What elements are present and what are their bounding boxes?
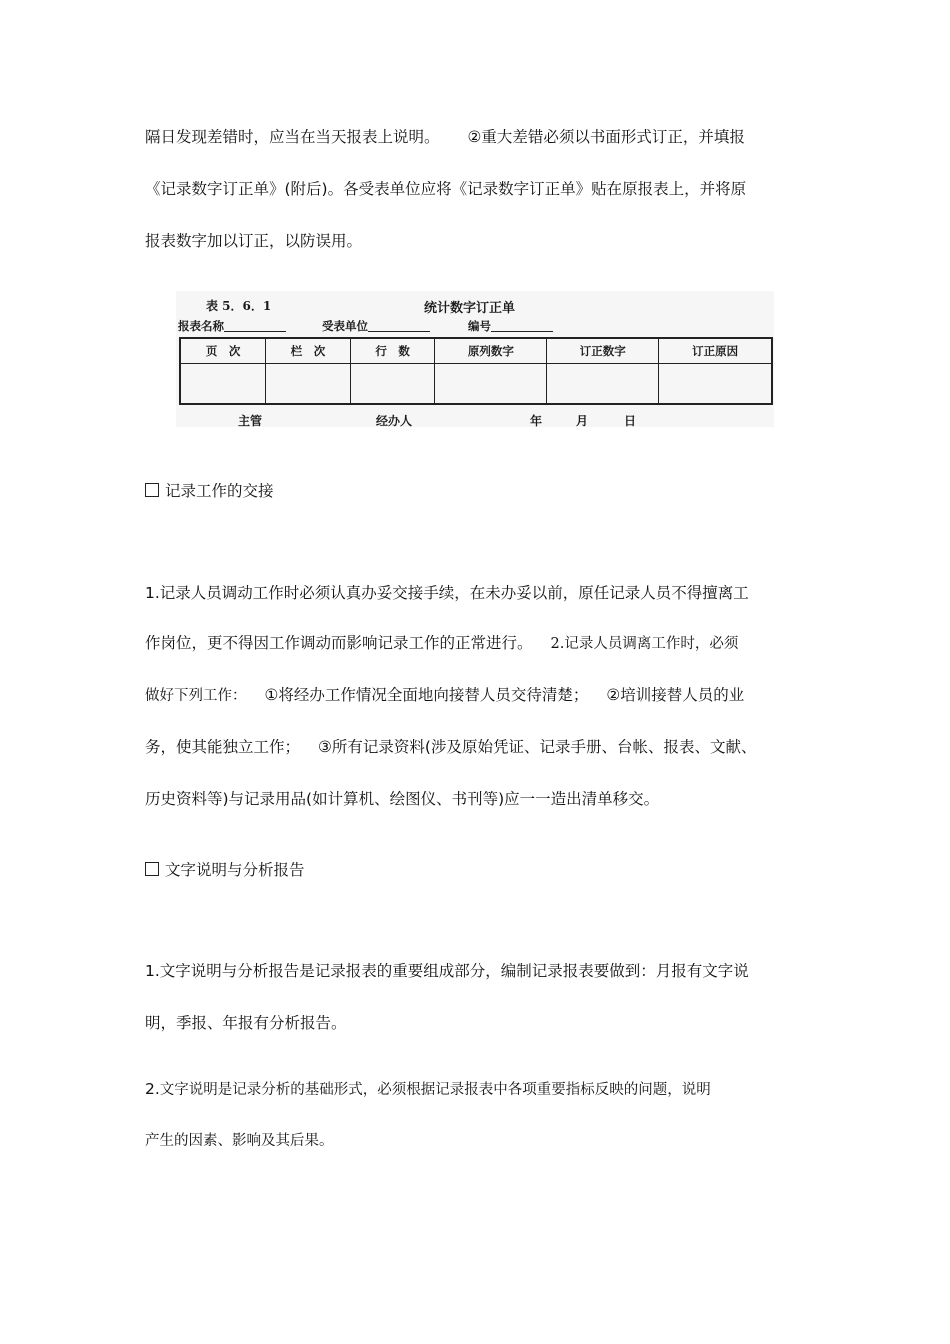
checkbox-icon [145, 483, 159, 497]
paragraph-line: 历史资料等)与记录用品(如计算机、绘图仪、书刊等)应一一造出清单移交。 [145, 790, 660, 808]
text: 隔日发现差错时，应当在当天报表上说明。 [145, 128, 440, 146]
table-cell [659, 364, 772, 405]
year-label: 年 [530, 414, 543, 428]
table-cell [547, 364, 659, 405]
paragraph-line: 明，季报、年报有分析报告。 [145, 1014, 347, 1032]
paragraph-line: 做好下列工作： ①将经办工作情况全面地向接替人员交待清楚； ②培训接替人员的业 [145, 686, 745, 704]
handler-label: 经办人 [376, 414, 413, 428]
paragraph-line: 务，使其能独立工作； ③所有记录资料(涉及原始凭证、记录手册、台帐、报表、文献、 [145, 738, 757, 756]
paragraph-line: 1.文字说明与分析报告是记录报表的重要组成部分，编制记录报表要做到：月报有文字说 [145, 962, 749, 980]
header-reason: 订正原因 [659, 338, 772, 364]
section-heading: 记录工作的交接 [145, 479, 274, 501]
receiver-label: 受表单位 [322, 318, 430, 334]
paragraph-line: 《记录数字订正单》(附后)。各受表单位应将《记录数字订正单》贴在原报表上，并将原 [145, 180, 747, 198]
checkbox-icon [145, 862, 159, 876]
header-page: 页 次 [180, 338, 266, 364]
paragraph-line: 产生的因素、影响及其后果。 [145, 1133, 334, 1149]
supervisor-label: 主管 [238, 414, 263, 428]
day-label: 日 [624, 414, 637, 428]
paragraph-line: 作岗位，更不得因工作调动而影响记录工作的正常进行。 2.记录人员调离工作时，必须 [145, 634, 739, 652]
month-label: 月 [576, 414, 589, 428]
paragraph-line: 1.记录人员调动工作时必须认真办妥交接手续，在未办妥以前，原任记录人员不得擅离工 [145, 584, 749, 602]
text: ②重大差错必须以书面形式订正，并填报 [467, 128, 745, 146]
table-cell [266, 364, 351, 405]
table-number: 表 5．6．1 [206, 299, 272, 313]
paragraph-line: 报表数字加以订正，以防误用。 [145, 232, 363, 250]
form-table [179, 337, 773, 405]
header-original: 原列数字 [435, 338, 547, 364]
section-heading: 文字说明与分析报告 [145, 858, 305, 880]
header-column: 栏 次 [266, 338, 351, 364]
report-name-label: 报表名称 [178, 318, 286, 334]
header-row: 行 数 [350, 338, 435, 364]
paragraph-line: 2.文字说明是记录分析的基础形式，必须根据记录报表中各项重要指标反映的问题，说明 [145, 1080, 711, 1098]
form-title: 统计数字订正单 [424, 301, 516, 316]
number-label: 编号 [468, 318, 553, 334]
header-corrected: 订正数字 [547, 338, 659, 364]
table-cell [350, 364, 435, 405]
paragraph-line [145, 127, 745, 147]
table-cell [435, 364, 547, 405]
correction-form-image [176, 291, 774, 427]
table-cell [180, 364, 266, 405]
